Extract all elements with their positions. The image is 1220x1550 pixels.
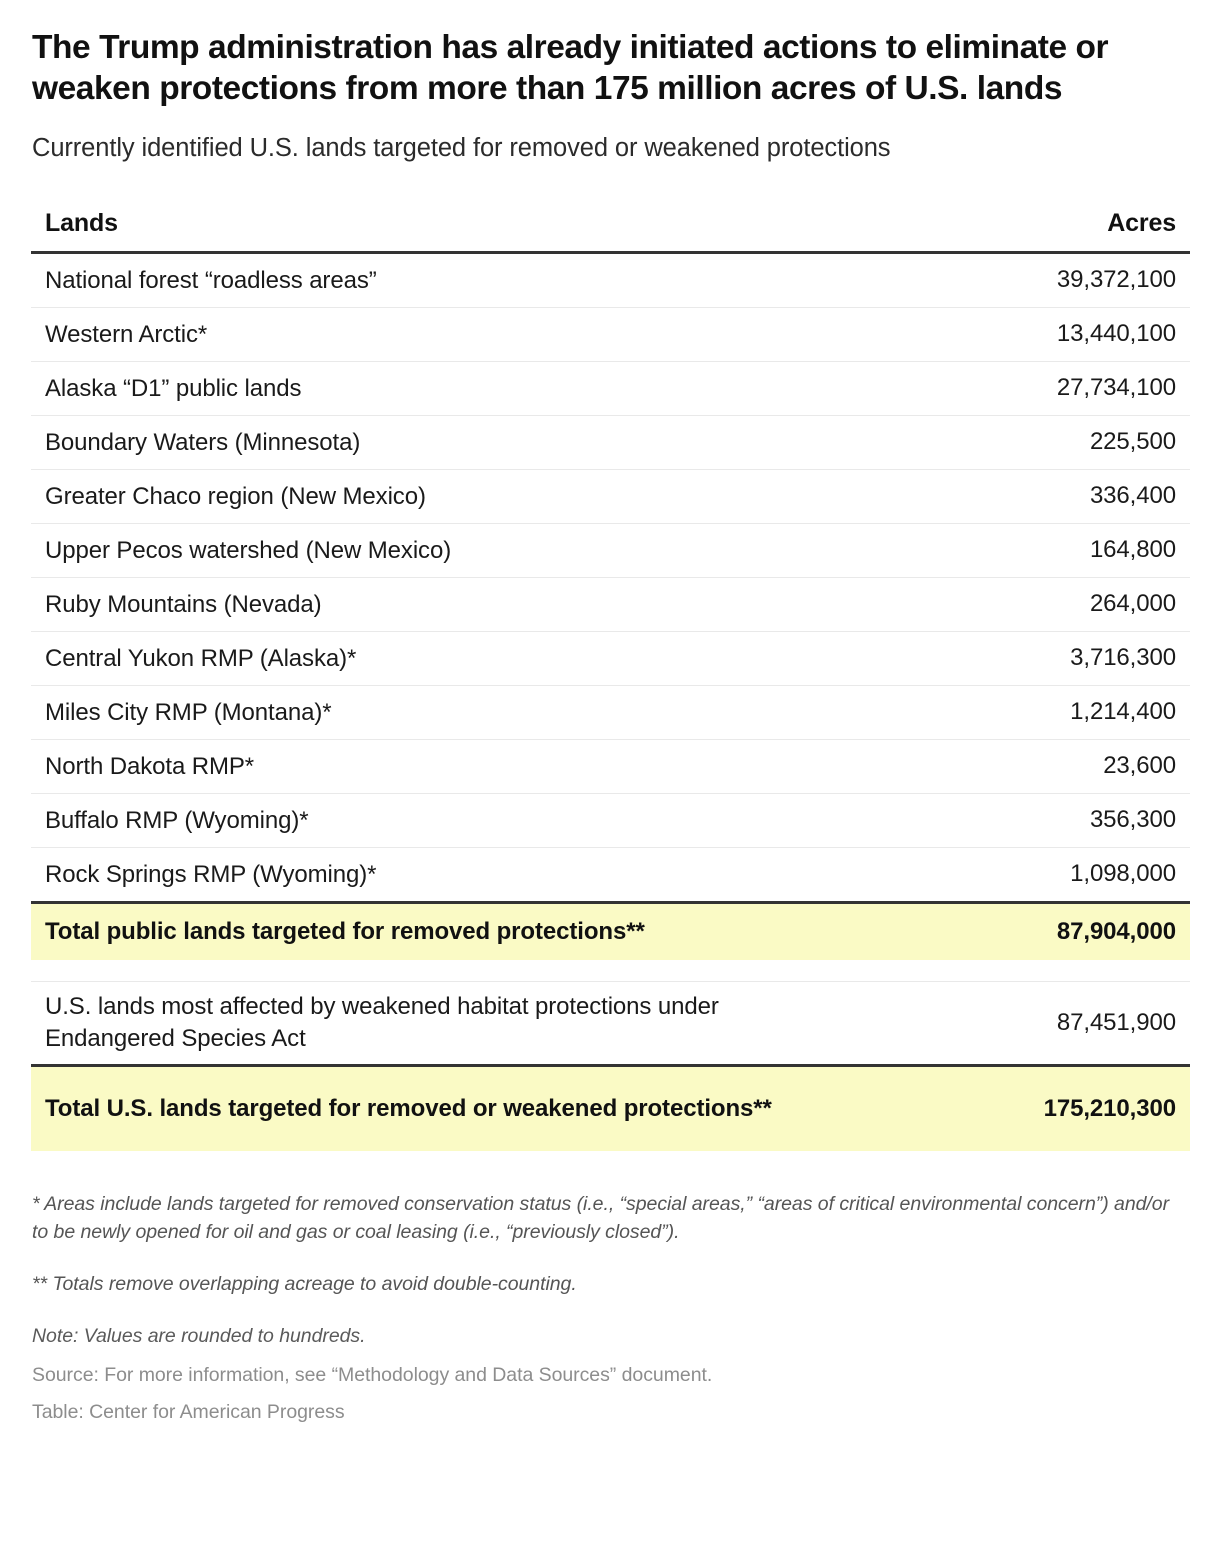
table-header-row xyxy=(31,209,1190,251)
row-label: Western Arctic* xyxy=(45,320,208,348)
footnote-credit: Table: Center for American Progress xyxy=(32,1400,345,1423)
row-label: Greater Chaco region (New Mexico) xyxy=(45,482,426,510)
row-value: 1,098,000 xyxy=(1070,860,1176,888)
row-label: Rock Springs RMP (Wyoming)* xyxy=(45,860,377,888)
footnote-note: Note: Values are rounded to hundreds. xyxy=(32,1324,366,1347)
table-row xyxy=(31,416,1190,469)
footnote-single-asterisk: * Areas include lands targeted for removed conservation status (i.e., “special areas,” “areas of critical environmental concern”) and/or to be newly opened for oil and gas or coal leasing (i.e., “previously closed”). xyxy=(32,1192,1170,1243)
table-row xyxy=(31,740,1190,793)
row-value: 225,500 xyxy=(1089,428,1176,456)
row-value: 356,300 xyxy=(1089,806,1176,834)
lands-acres-table xyxy=(31,209,1190,1151)
table-row xyxy=(31,848,1190,901)
row-value: 264,000 xyxy=(1089,590,1176,618)
table-row xyxy=(31,578,1190,631)
row-label: North Dakota RMP* xyxy=(45,752,255,780)
row-value: 336,400 xyxy=(1089,482,1176,510)
table-row xyxy=(31,308,1190,361)
table-row xyxy=(31,470,1190,523)
row-value: 3,716,300 xyxy=(1070,644,1176,672)
row-label: Alaska “D1” public lands xyxy=(45,374,302,402)
column-header-acres: Acres xyxy=(1107,208,1176,237)
row-value: 164,800 xyxy=(1089,536,1176,564)
table-row xyxy=(31,794,1190,847)
table-row xyxy=(31,362,1190,415)
esa-row xyxy=(31,982,1190,1064)
page-title: The Trump administration has already initiated actions to eliminate or weaken protections from more than 175 million acres of U.S. lands xyxy=(32,29,1109,107)
row-value: 27,734,100 xyxy=(1056,374,1176,402)
page-subtitle: Currently identified U.S. lands targeted for removed or weakened protections xyxy=(32,133,891,162)
table-row xyxy=(31,686,1190,739)
subtotal-value: 87,904,000 xyxy=(1056,917,1176,945)
row-label: Boundary Waters (Minnesota) xyxy=(45,428,361,456)
row-value: 1,214,400 xyxy=(1070,698,1176,726)
table-row xyxy=(31,254,1190,307)
esa-value: 87,451,900 xyxy=(1056,1008,1176,1036)
section-gap xyxy=(31,960,1190,981)
row-label: Miles City RMP (Montana)* xyxy=(45,698,332,726)
row-label: Buffalo RMP (Wyoming)* xyxy=(45,806,309,834)
footnotes-section xyxy=(31,1191,1181,1424)
row-value: 39,372,100 xyxy=(1056,266,1176,294)
grand-total-value: 175,210,300 xyxy=(1043,1094,1176,1122)
subtotal-label: Total public lands targeted for removed protections** xyxy=(45,918,645,946)
row-label: Upper Pecos watershed (New Mexico) xyxy=(45,536,452,564)
column-header-lands: Lands xyxy=(45,208,118,237)
subtotal-row xyxy=(31,904,1190,960)
grand-total-label: Total U.S. lands targeted for removed or weakened protections** xyxy=(45,1095,772,1123)
footnote-double-asterisk: ** Totals remove overlapping acreage to avoid double-counting. xyxy=(32,1273,577,1296)
esa-label: U.S. lands most affected by weakened habitat protections under Endangered Species Act xyxy=(45,992,719,1052)
footnote-source: Source: For more information, see “Methodology and Data Sources” document. xyxy=(32,1363,713,1386)
row-label: Central Yukon RMP (Alaska)* xyxy=(45,644,357,672)
grand-total-row xyxy=(31,1067,1190,1151)
table-row xyxy=(31,524,1190,577)
row-label: Ruby Mountains (Nevada) xyxy=(45,590,322,618)
row-label: National forest “roadless areas” xyxy=(45,266,377,294)
row-value: 13,440,100 xyxy=(1056,320,1176,348)
table-row xyxy=(31,632,1190,685)
row-value: 23,600 xyxy=(1103,752,1176,780)
